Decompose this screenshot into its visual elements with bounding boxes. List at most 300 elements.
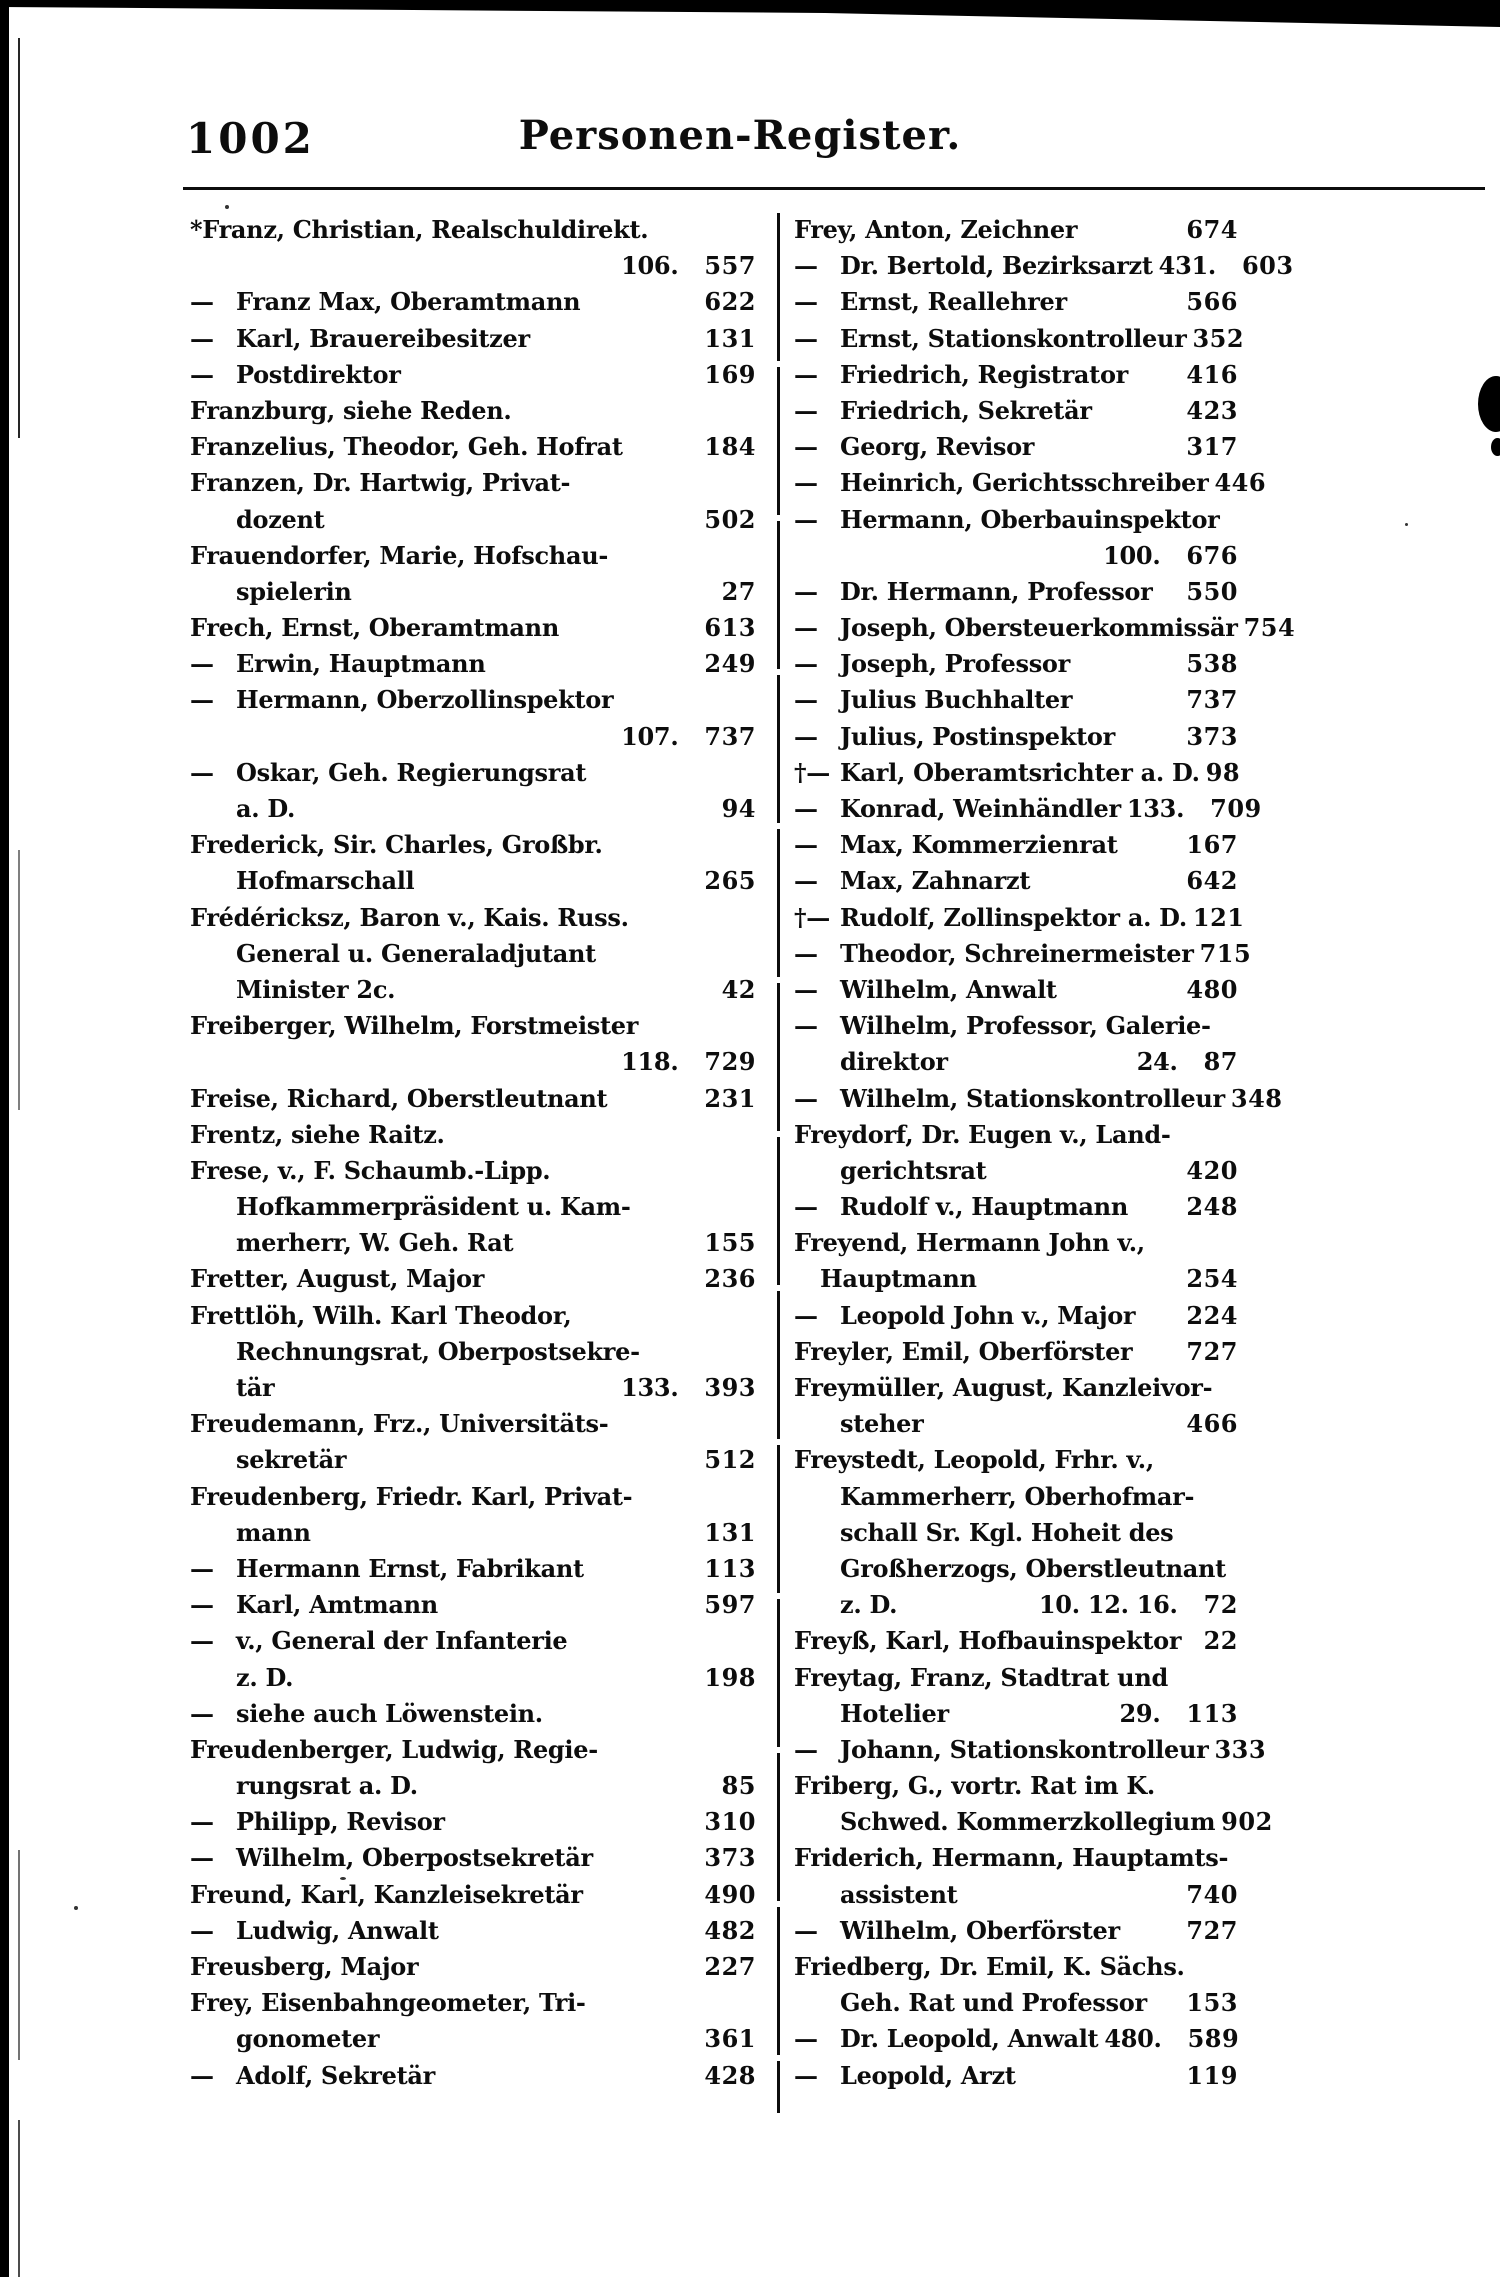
- entry-extra-page-number: 118.: [621, 1047, 679, 1077]
- dash-prefix: —: [794, 323, 818, 353]
- index-entry-line: [190, 903, 756, 939]
- entry-page-number: 902: [1221, 1807, 1273, 1837]
- index-entry-line: [794, 1445, 1238, 1481]
- dash-prefix: —: [190, 1915, 214, 1945]
- entry-text: Leopold, Arzt: [840, 2060, 1016, 2090]
- entry-page-number: 502: [704, 504, 756, 534]
- entry-page-number: 446: [1214, 468, 1267, 498]
- entry-page-number: 740: [1186, 1879, 1238, 1909]
- entry-text: Franzen, Dr. Hartwig, Privat-: [190, 468, 571, 498]
- dash-prefix: —: [794, 649, 818, 679]
- index-entry-line: [794, 215, 1238, 251]
- index-entry-line: [190, 1952, 756, 1988]
- index-entry-line: [190, 1011, 756, 1047]
- entry-page-number: 131: [704, 323, 756, 353]
- index-entry-line: [794, 649, 1238, 685]
- index-entry-line: [794, 1264, 1238, 1300]
- dash-prefix: —: [794, 1915, 818, 1945]
- entry-page-number: 566: [1186, 287, 1238, 317]
- index-entry-line: [794, 1734, 1267, 1771]
- entry-text: direktor: [840, 1047, 948, 1077]
- entry-text: Ernst, Reallehrer: [840, 287, 1067, 317]
- scan-noise-line: [18, 2120, 20, 2277]
- index-entry-line: [190, 1373, 756, 1409]
- entry-text: Friberg, G., vortr. Rat im K.: [794, 1771, 1155, 1801]
- index-entry-line: [190, 505, 756, 541]
- entry-page-number: 198: [704, 1662, 756, 1692]
- index-entry-line: [794, 1482, 1238, 1518]
- entry-page-number: 236: [704, 1264, 756, 1294]
- ink-blob: [1491, 438, 1500, 456]
- index-entry-line: [794, 902, 1245, 939]
- entry-text: Freudemann, Frz., Universitäts-: [190, 1409, 609, 1439]
- dash-prefix: —: [190, 359, 214, 389]
- index-entry-line: [794, 1807, 1273, 1843]
- dash-prefix: —: [190, 1626, 214, 1656]
- entry-page-number: 224: [1186, 1300, 1238, 1330]
- entry-page-number: 423: [1186, 395, 1238, 425]
- dash-prefix: —: [794, 974, 818, 1004]
- index-entry-line: [190, 1301, 756, 1337]
- entry-page-number: 709: [1210, 794, 1262, 823]
- dash-prefix: —: [190, 1843, 214, 1873]
- entry-page-number: 490: [704, 1879, 756, 1909]
- dash-prefix: —: [190, 1590, 214, 1620]
- entry-text: a. D.: [236, 794, 296, 823]
- index-entry-line: [190, 1047, 756, 1083]
- scan-noise-line: [18, 1850, 20, 2060]
- entry-extra-page-number: 29.: [1119, 1698, 1161, 1728]
- index-entry-line: [794, 757, 1241, 794]
- entry-page-number: 155: [704, 1228, 756, 1258]
- entry-text: Freydorf, Dr. Eugen v., Land-: [794, 1119, 1171, 1149]
- ink-speck: [225, 205, 229, 209]
- index-entry-line: [190, 1735, 756, 1771]
- index-entry-line: [190, 215, 756, 251]
- entry-page-number: 94: [721, 794, 756, 823]
- index-entry-line: [794, 794, 1262, 830]
- dash-prefix: —: [794, 938, 818, 968]
- dash-prefix: —: [794, 1300, 818, 1330]
- entry-text: Geh. Rat und Professor: [840, 1988, 1147, 2018]
- entry-page-number: 676: [1186, 540, 1238, 570]
- index-entry-line: [190, 722, 756, 758]
- dash-prefix: —: [190, 1553, 214, 1583]
- entry-page-number: 729: [704, 1047, 756, 1077]
- entry-page-number: 674: [1186, 215, 1238, 244]
- ink-blob: [1478, 376, 1500, 432]
- entry-text: Großherzogs, Oberstleutnant: [840, 1553, 1226, 1583]
- entry-page-number: 512: [704, 1445, 756, 1475]
- entry-text: Friedrich, Sekretär: [840, 395, 1092, 425]
- index-entry-line: [794, 830, 1238, 866]
- entry-page-number: 589: [1187, 2024, 1240, 2054]
- dash-prefix: —: [794, 830, 818, 860]
- dash-prefix: —: [794, 468, 818, 498]
- left-column: [190, 215, 756, 2097]
- entry-page-number: 715: [1199, 938, 1252, 968]
- index-entry-line: [190, 360, 756, 396]
- index-entry-line: [190, 577, 756, 613]
- index-entry-line: [190, 287, 756, 323]
- index-entry-line: [794, 1409, 1238, 1445]
- index-entry-line: [794, 1699, 1238, 1735]
- entry-text: Wilhelm, Oberpostsekretär: [236, 1843, 593, 1873]
- entry-text: Freudenberg, Friedr. Karl, Privat-: [190, 1481, 633, 1511]
- entry-text: Karl, Brauereibesitzer: [236, 323, 530, 353]
- dash-prefix: —: [190, 2060, 214, 2090]
- entry-text: Rechnungsrat, Oberpostsekre-: [236, 1336, 640, 1366]
- entry-text: z. D.: [236, 1662, 294, 1692]
- index-entry-line: [794, 1120, 1238, 1156]
- entry-page-number: 119: [1186, 2060, 1238, 2090]
- entry-page-number: 642: [1186, 866, 1238, 896]
- entry-text: Joseph, Professor: [840, 649, 1070, 679]
- page-number: 1002: [186, 114, 315, 163]
- dash-prefix: —: [794, 359, 818, 389]
- index-entry-line: [190, 1084, 756, 1120]
- entry-text: Ludwig, Anwalt: [236, 1915, 439, 1945]
- dash-prefix: —: [794, 613, 818, 643]
- header-rule: [183, 187, 1485, 190]
- entry-text: Schwed. Kommerzkollegium: [840, 1807, 1216, 1837]
- index-entry-line: [794, 1518, 1238, 1554]
- entry-text: rungsrat a. D.: [236, 1771, 418, 1801]
- entry-page-number: 727: [1186, 1336, 1238, 1366]
- entry-page-number: 113: [1186, 1698, 1238, 1728]
- entry-page-number: 482: [704, 1915, 756, 1945]
- index-entry-line: [794, 1192, 1238, 1228]
- entry-text: Frey, Eisenbahngeometer, Tri-: [190, 1988, 586, 2018]
- column-divider: [777, 213, 780, 2113]
- index-entry-line: [794, 975, 1238, 1011]
- entry-text: *Franz, Christian, Realschuldirekt.: [190, 215, 649, 244]
- dash-prefix: —: [794, 1011, 818, 1041]
- index-entry-line: [794, 432, 1238, 468]
- index-entry-line: [794, 722, 1238, 758]
- entry-page-number: 480: [1186, 974, 1238, 1004]
- index-entry-line: [190, 1228, 756, 1264]
- entry-text: Frettlöh, Wilh. Karl Theodor,: [190, 1300, 572, 1330]
- entry-text: Oskar, Geh. Regierungsrat: [236, 757, 587, 787]
- entry-text: Heinrich, Gerichtsschreiber: [840, 468, 1209, 498]
- entry-page-number: 72: [1203, 1590, 1238, 1620]
- index-entry-line: [794, 1373, 1238, 1409]
- entry-text: Freise, Richard, Oberstleutnant: [190, 1083, 608, 1113]
- index-entry-line: [190, 685, 756, 721]
- index-entry-line: [190, 613, 756, 649]
- entry-page-number: 754: [1243, 613, 1296, 643]
- index-entry-line: [190, 1626, 756, 1662]
- dagger-dash-prefix: †—: [794, 902, 830, 932]
- entry-page-number: 27: [721, 576, 756, 606]
- index-entry-line: [190, 1482, 756, 1518]
- entry-text: Erwin, Hauptmann: [236, 649, 486, 679]
- index-entry-line: [794, 1843, 1238, 1879]
- entry-text: Frese, v., F. Schaumb.-Lipp.: [190, 1155, 551, 1185]
- index-entry-line: [794, 1590, 1238, 1626]
- index-entry-line: [794, 287, 1238, 323]
- index-entry-line: [794, 2061, 1238, 2097]
- index-entry-line: [190, 1699, 756, 1735]
- dash-prefix: —: [794, 576, 818, 606]
- entry-text: Georg, Revisor: [840, 432, 1035, 462]
- index-entry-line: [794, 1771, 1238, 1807]
- entry-text: Friedrich, Registrator: [840, 359, 1129, 389]
- index-entry-line: [190, 541, 756, 577]
- entry-text: mann: [236, 1517, 311, 1547]
- index-entry-line: [794, 251, 1294, 287]
- dash-prefix: —: [794, 721, 818, 751]
- index-entry-line: [190, 866, 756, 902]
- entry-page-number: 153: [1186, 1988, 1238, 2018]
- entry-text: Friedberg, Dr. Emil, K. Sächs.: [794, 1952, 1185, 1981]
- entry-text: merherr, W. Geh. Rat: [236, 1228, 514, 1258]
- index-entry-line: [190, 1120, 756, 1156]
- index-entry-line: [190, 324, 756, 360]
- entry-text: Wilhelm, Professor, Galerie-: [840, 1011, 1211, 1041]
- index-entry-line: [794, 1952, 1238, 1988]
- entry-text: Ernst, Stationskontrolleur: [840, 323, 1187, 353]
- ink-speck: [1405, 523, 1408, 526]
- right-column: [794, 215, 1296, 2097]
- index-entry-line: [794, 1301, 1238, 1337]
- scan-noise-line: [18, 38, 20, 438]
- entry-page-number: 597: [704, 1590, 756, 1620]
- dash-prefix: —: [794, 504, 818, 534]
- entry-page-number: 466: [1186, 1409, 1238, 1439]
- entry-text: Freund, Karl, Kanzleisekretär: [190, 1879, 583, 1909]
- index-entry-line: [794, 1554, 1238, 1590]
- entry-text: Freytag, Franz, Stadtrat und: [794, 1662, 1168, 1692]
- entry-extra-page-number: 100.: [1103, 540, 1161, 570]
- index-entry-line: [794, 1156, 1238, 1192]
- entry-text: Hermann, Oberzollinspektor: [236, 685, 614, 715]
- entry-page-number: 416: [1186, 359, 1238, 389]
- index-entry-line: [794, 396, 1238, 432]
- index-entry-line: [190, 1337, 756, 1373]
- entry-text: Minister 2c.: [236, 974, 396, 1004]
- entry-text: Hotelier: [840, 1698, 949, 1728]
- entry-page-number: 131: [704, 1517, 756, 1547]
- index-entry-line: [190, 1409, 756, 1445]
- entry-text: Freystedt, Leopold, Frhr. v.,: [794, 1445, 1154, 1475]
- index-entry-line: [190, 830, 756, 866]
- entry-text: General u. Generaladjutant: [236, 938, 596, 968]
- ink-speck: [74, 1906, 78, 1910]
- dash-prefix: —: [190, 323, 214, 353]
- scan-edge-left: [0, 0, 9, 2277]
- dash-prefix: —: [190, 1807, 214, 1837]
- index-entry-line: [190, 432, 756, 468]
- scan-edge-top: [0, 0, 1500, 30]
- index-entry-line: [794, 1047, 1238, 1083]
- index-entry-line: [794, 1988, 1238, 2024]
- index-entry-line: [794, 577, 1238, 613]
- index-entry-line: [794, 613, 1296, 649]
- entry-text: Freudenberger, Ludwig, Regie-: [190, 1734, 598, 1764]
- index-entry-line: [190, 649, 756, 685]
- entry-text: Freyend, Hermann John v.,: [794, 1228, 1145, 1258]
- entry-page-number: 167: [1186, 830, 1238, 860]
- dash-prefix: —: [190, 757, 214, 787]
- entry-text: Franzelius, Theodor, Geh. Hofrat: [190, 432, 623, 462]
- index-entry-line: [190, 1554, 756, 1590]
- entry-text: Hermann, Oberbauinspektor: [840, 504, 1220, 534]
- index-entry-line: [190, 758, 756, 794]
- dash-prefix: —: [190, 685, 214, 715]
- entry-text: Kammerherr, Oberhofmar-: [840, 1481, 1195, 1511]
- entry-text: z. D.: [840, 1590, 898, 1620]
- dash-prefix: —: [794, 1192, 818, 1222]
- dash-prefix: —: [190, 1698, 214, 1728]
- dash-prefix: —: [794, 1734, 818, 1764]
- index-entry-line: [190, 2024, 756, 2060]
- entry-extra-page-number: 133.: [1126, 794, 1185, 823]
- entry-text: Adolf, Sekretär: [236, 2060, 435, 2090]
- dash-prefix: —: [190, 649, 214, 679]
- entry-text: Frauendorfer, Marie, Hofschau-: [190, 540, 609, 570]
- entry-text: Wilhelm, Oberförster: [840, 1915, 1120, 1945]
- entry-page-number: 113: [704, 1553, 756, 1583]
- entry-text: Frech, Ernst, Oberamtmann: [190, 613, 559, 643]
- entry-page-number: 42: [721, 974, 756, 1004]
- index-entry-line: [190, 1192, 756, 1228]
- entry-text: Wilhelm, Anwalt: [840, 974, 1057, 1004]
- entry-extra-page-number: 24.: [1136, 1047, 1178, 1077]
- index-entry-line: [794, 1011, 1238, 1047]
- entry-page-number: 557: [704, 251, 756, 281]
- dash-prefix: —: [794, 866, 818, 896]
- index-entry-line: [190, 1880, 756, 1916]
- entry-text: Frey, Anton, Zeichner: [794, 215, 1078, 244]
- entry-text: Rudolf v., Hauptmann: [840, 1192, 1128, 1222]
- index-entry-line: [190, 975, 756, 1011]
- index-entry-line: [190, 1916, 756, 1952]
- entry-text: Freiberger, Wilhelm, Forstmeister: [190, 1011, 639, 1041]
- entry-text: Dr. Hermann, Professor: [840, 576, 1153, 606]
- index-entry-line: [190, 1264, 756, 1300]
- entry-extra-page-number: 106.: [621, 251, 679, 281]
- entry-text: sekretär: [236, 1445, 347, 1475]
- entry-text: Hofkammerpräsident u. Kam-: [236, 1192, 631, 1222]
- index-entry-line: [190, 1518, 756, 1554]
- index-entry-line: [794, 1663, 1238, 1699]
- entry-extra-page-number: 480.: [1104, 2024, 1162, 2054]
- entry-page-number: 98: [1205, 757, 1241, 787]
- entry-page-number: 254: [1186, 1264, 1238, 1294]
- entry-text: gonometer: [236, 2024, 380, 2054]
- entry-text: tär: [236, 1373, 275, 1402]
- dash-prefix: —: [190, 287, 214, 317]
- entry-page-number: 352: [1192, 323, 1245, 353]
- entry-text: Postdirektor: [236, 359, 401, 389]
- dash-prefix: —: [794, 432, 818, 462]
- entry-page-number: 393: [704, 1373, 756, 1402]
- entry-text: dozent: [236, 504, 325, 534]
- entry-text: Hermann Ernst, Fabrikant: [236, 1553, 584, 1583]
- entry-extra-page-number: 133.: [621, 1373, 679, 1402]
- entry-page-number: 538: [1186, 649, 1238, 679]
- entry-text: Max, Kommerzienrat: [840, 830, 1118, 860]
- entry-extra-page-number: 107.: [621, 721, 679, 751]
- index-entry-line: [190, 396, 756, 432]
- dash-prefix: —: [794, 685, 818, 715]
- entry-text: Julius Buchhalter: [840, 685, 1073, 715]
- entry-text: Max, Zahnarzt: [840, 866, 1031, 896]
- entry-text: assistent: [840, 1879, 958, 1909]
- index-entry-line: [794, 1083, 1283, 1120]
- index-entry-line: [794, 685, 1238, 721]
- entry-text: Konrad, Weinhändler: [840, 794, 1121, 823]
- entry-page-number: 333: [1214, 1734, 1267, 1764]
- entry-page-number: 169: [704, 359, 756, 389]
- entry-extra-page-number: 10. 12. 16.: [1038, 1590, 1178, 1620]
- page-title: Personen-Register.: [518, 112, 962, 159]
- entry-page-number: 603: [1241, 251, 1294, 281]
- entry-text: Johann, Stationskontrolleur: [840, 1734, 1209, 1764]
- entry-text: Joseph, Obersteuerkommissär: [840, 613, 1238, 643]
- entry-page-number: 85: [721, 1771, 756, 1801]
- index-entry-line: [190, 1771, 756, 1807]
- entry-text: Wilhelm, Stationskontrolleur: [840, 1083, 1225, 1113]
- entry-text: Rudolf, Zollinspektor a. D.: [840, 902, 1187, 932]
- entry-page-number: 317: [1186, 432, 1238, 462]
- entry-text: schall Sr. Kgl. Hoheit des: [840, 1517, 1174, 1547]
- entry-page-number: 361: [704, 2024, 756, 2054]
- dash-prefix: —: [794, 251, 818, 281]
- index-entry-line: [794, 323, 1245, 360]
- entry-page-number: 373: [1186, 721, 1238, 751]
- index-entry-line: [794, 541, 1238, 577]
- entry-page-number: 428: [704, 2060, 756, 2090]
- entry-text: Hauptmann: [820, 1264, 977, 1294]
- index-entry-line: [794, 1916, 1238, 1952]
- dash-prefix: —: [794, 287, 818, 317]
- entry-text: Franz Max, Oberamtmann: [236, 287, 581, 317]
- entry-page-number: 121: [1192, 902, 1245, 932]
- index-entry-line: [794, 360, 1238, 396]
- entry-text: gerichtsrat: [840, 1155, 987, 1185]
- entry-text: Friderich, Hermann, Hauptamts-: [794, 1843, 1229, 1873]
- index-entry-line: [794, 2024, 1238, 2060]
- entry-page-number: 184: [704, 432, 756, 462]
- index-entry-line: [794, 866, 1238, 902]
- index-entry-line: [794, 505, 1238, 541]
- dash-prefix: —: [794, 1083, 818, 1113]
- dash-prefix: —: [794, 794, 818, 823]
- entry-text: Freymüller, August, Kanzleivor-: [794, 1373, 1213, 1402]
- entry-text: Franzburg, siehe Reden.: [190, 395, 512, 425]
- entry-page-number: 248: [1186, 1192, 1238, 1222]
- index-entry-line: [190, 794, 756, 830]
- dash-prefix: —: [794, 2024, 818, 2054]
- index-entry-line: [190, 1807, 756, 1843]
- entry-text: Karl, Amtmann: [236, 1590, 438, 1620]
- entry-page-number: 737: [1186, 685, 1238, 715]
- index-entry-line: [190, 1156, 756, 1192]
- index-entry-line: [794, 1880, 1238, 1916]
- entry-text: spielerin: [236, 576, 352, 606]
- entry-text: siehe auch Löwenstein.: [236, 1698, 543, 1728]
- index-entry-line: [190, 1445, 756, 1481]
- entry-page-number: 227: [704, 1952, 756, 1981]
- entry-page-number: 420: [1186, 1155, 1238, 1185]
- index-entry-line: [190, 1590, 756, 1626]
- entry-page-number: 310: [704, 1807, 756, 1837]
- dash-prefix: —: [794, 2060, 818, 2090]
- entry-text: Freusberg, Major: [190, 1952, 419, 1981]
